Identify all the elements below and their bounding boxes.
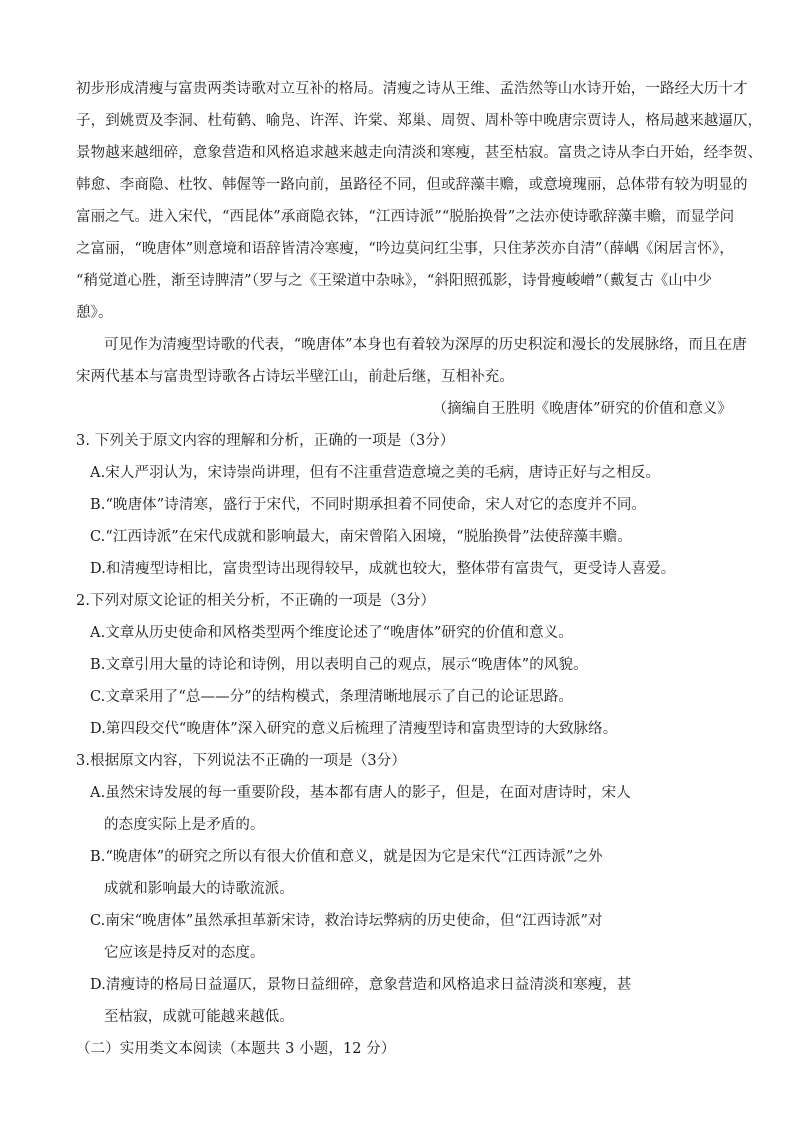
- paragraph-line: “稍觉道心胜，渐至诗脾清”（罗与之《王梁道中杂咏》，“斜阳照孤影，诗骨瘦峻嶒”（戴复古《山中少: [76, 273, 713, 289]
- paragraph-line: 憩》。: [76, 305, 113, 321]
- paragraph-line: 可见作为清瘦型诗歌的代表，“晚唐体”本身也有着较为深厚的历史积淀和漫长的发展脉络，而且在唐: [104, 337, 747, 353]
- answer-option: D.和清瘦型诗相比，富贵型诗出现得较早，成就也较大，整体带有富贵气，更受诗人喜爱。: [90, 561, 676, 577]
- paragraph-line: 韩愈、李商隐、杜牧、韩偓等一路向前，虽路径不同，但或辞藻丰赡，或意境瑰丽，总体带有较为明显的: [76, 177, 748, 193]
- answer-option: B.文章引用大量的诗论和诗例，用以表明自己的观点，展示“晚唐体”的风貌。: [90, 657, 588, 673]
- paragraph-line: 子，到姚贾及李洞、杜荀鹤、喻凫、许浑、许棠、郑巢、周贺、周朴等中晚唐宗贾诗人，格局越来越逼仄，: [76, 113, 763, 129]
- paragraph-line: 富丽之气。进入宋代，“西昆体”承商隐衣钵，“江西诗派”“脱胎换骨”之法亦使诗歌辞藻丰赡，而显学问: [76, 209, 735, 225]
- answer-option-continuation: 至枯寂，成就可能越来越低。: [104, 1009, 294, 1025]
- answer-option: D.第四段交代“晚唐体”深入研究的意义后梳理了清瘦型诗和富贵型诗的大致脉络。: [90, 721, 618, 737]
- answer-option-continuation: 它应该是持反对的态度。: [104, 945, 265, 961]
- source-citation: （摘编自王胜明《晚唐体”研究的价值和意义》: [432, 401, 732, 417]
- paragraph-line: 之富丽，“晚唐体”则意境和语辞皆清冷寒瘦，“吟边莫问红尘事，只住茅茨亦自清”（薛嵎《闲居言怀》，: [76, 241, 734, 257]
- answer-option: A.虽然宋诗发展的每一重要阶段，基本都有唐人的影子，但是，在面对唐诗时，宋人: [90, 785, 631, 801]
- paragraph-line: 景物越来越细碎，意象营造和风格追求越来越走向清淡和寒瘦，甚至枯寂。富贵之诗从李白开始，经李贺、: [76, 145, 763, 161]
- answer-option-continuation: 成就和影响最大的诗歌流派。: [104, 881, 294, 897]
- answer-option: C.文章采用了“总——分”的结构模式，条理清晰地展示了自己的论证思路。: [90, 689, 574, 705]
- section-heading: （二）实用类文本阅读（本题共 3 小题，12 分）: [76, 1041, 396, 1057]
- question-stem: 3. 下列关于原文内容的理解和分析，正确的一项是（3分）: [76, 433, 455, 449]
- question-stem: 2.下列对原文论证的相关分析，不正确的一项是（3分）: [76, 593, 436, 609]
- answer-option: C.“江西诗派”在宋代成就和影响最大，南宋曾陷入困境，“脱胎换骨”法使辞藻丰赡。: [90, 529, 632, 545]
- answer-option: A.宋人严羽认为，宋诗崇尚讲理，但有不注重营造意境之美的毛病，唐诗正好与之相反。: [90, 465, 661, 481]
- answer-option: B.“晚唐体”的研究之所以有很大价值和意义，就是因为它是宋代“江西诗派”之外: [90, 849, 603, 865]
- answer-option-continuation: 的态度实际上是矛盾的。: [104, 817, 265, 833]
- paragraph-line: 初步形成清瘦与富贵两类诗歌对立互补的格局。清瘦之诗从王维、孟浩然等山水诗开始，一路经大历十才: [76, 81, 748, 97]
- answer-option: C.南宋“晚唐体”虽然承担革新宋诗，救治诗坛弊病的历史使命，但“江西诗派”对: [90, 913, 603, 929]
- paragraph-line: 宋两代基本与富贵型诗歌各占诗坛半壁江山，前赴后继，互相补充。: [76, 369, 514, 385]
- question-stem: 3.根据原文内容，下列说法不正确的一项是（3分）: [76, 753, 406, 769]
- answer-option: A.文章从历史使命和风格类型两个维度论述了“晚唐体”研究的价值和意义。: [90, 625, 573, 641]
- answer-option: D.清瘦诗的格局日益逼仄，景物日益细碎，意象营造和风格追求日益清淡和寒瘦，甚: [90, 977, 632, 993]
- answer-option: B.“晚唐体”诗清寒，盛行于宋代，不同时期承担着不同使命，宋人对它的态度并不同。: [90, 497, 647, 513]
